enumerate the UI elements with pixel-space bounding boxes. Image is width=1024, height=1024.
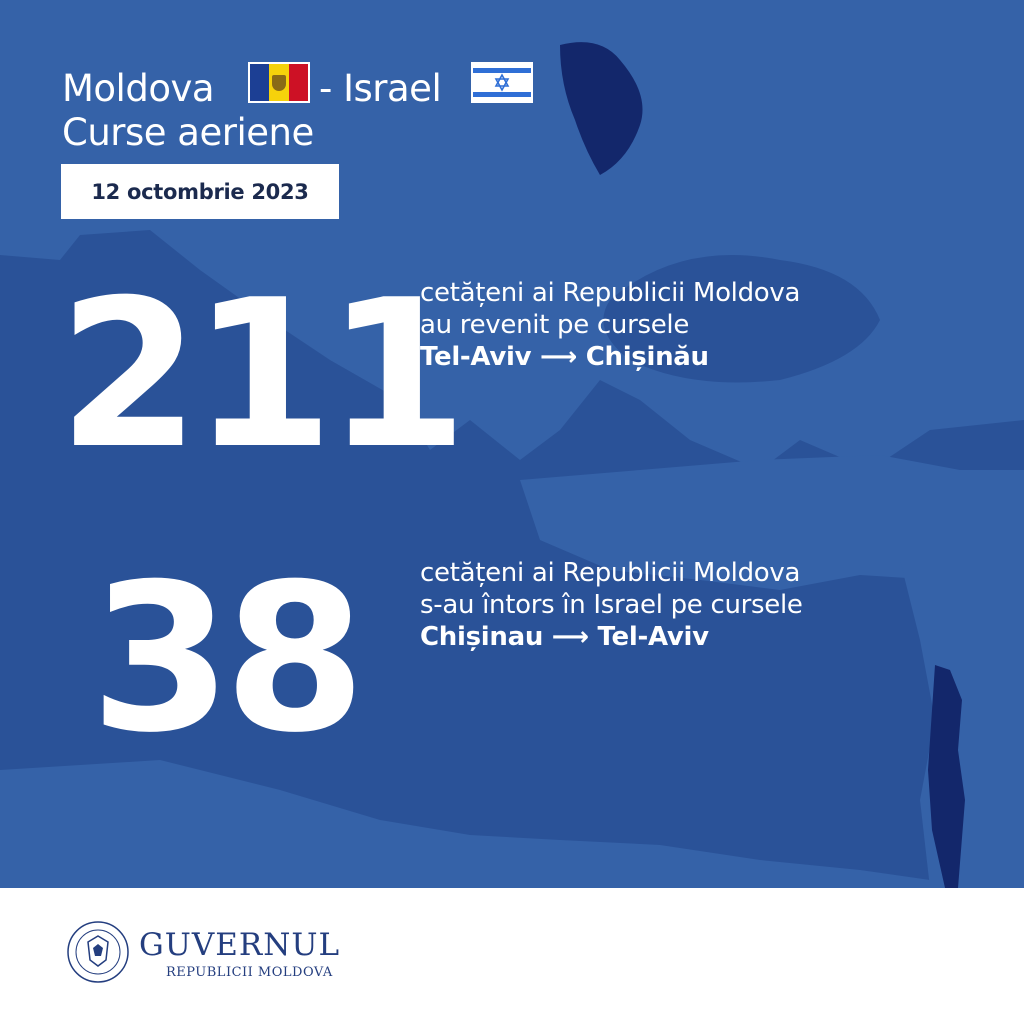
org-subtitle: REPUBLICII MOLDOVA (166, 965, 333, 980)
date-badge (61, 164, 339, 219)
title-israel-wrap (319, 67, 442, 110)
stat-description-returned (420, 277, 800, 373)
africa-land-shape (0, 760, 930, 888)
date-text: 12 octombrie 2023 (91, 179, 309, 204)
org-name: GUVERNUL (139, 927, 341, 963)
stat-number-returned: 211 (58, 257, 460, 494)
page-title (62, 67, 215, 110)
title-moldova: Moldova (62, 67, 215, 110)
moldova-flag-icon (248, 62, 310, 103)
levant-land-shape (900, 560, 1024, 888)
stat2-line2: s-au întors în Israel pe cursele (420, 590, 803, 620)
stat2-line1: cetățeni ai Republicii Moldova (420, 558, 801, 588)
government-coat-of-arms-icon (66, 920, 130, 984)
subtitle-text: Curse aeriene (62, 111, 314, 154)
stat-description-departed (420, 557, 803, 653)
page-subtitle (62, 111, 314, 154)
stat2-route: Chișinau ⟶ Tel-Aviv (420, 622, 709, 652)
stat-number-departed: 38 (90, 541, 358, 778)
stat1-line1: cetățeni ai Republicii Moldova (420, 278, 801, 308)
stat1-line2: au revenit pe cursele (420, 310, 690, 340)
moldova-coat-icon (272, 75, 286, 91)
stat1-route: Tel-Aviv ⟶ Chișinău (420, 342, 709, 372)
title-israel: - Israel (319, 67, 442, 110)
israel-flag-icon (471, 62, 533, 103)
